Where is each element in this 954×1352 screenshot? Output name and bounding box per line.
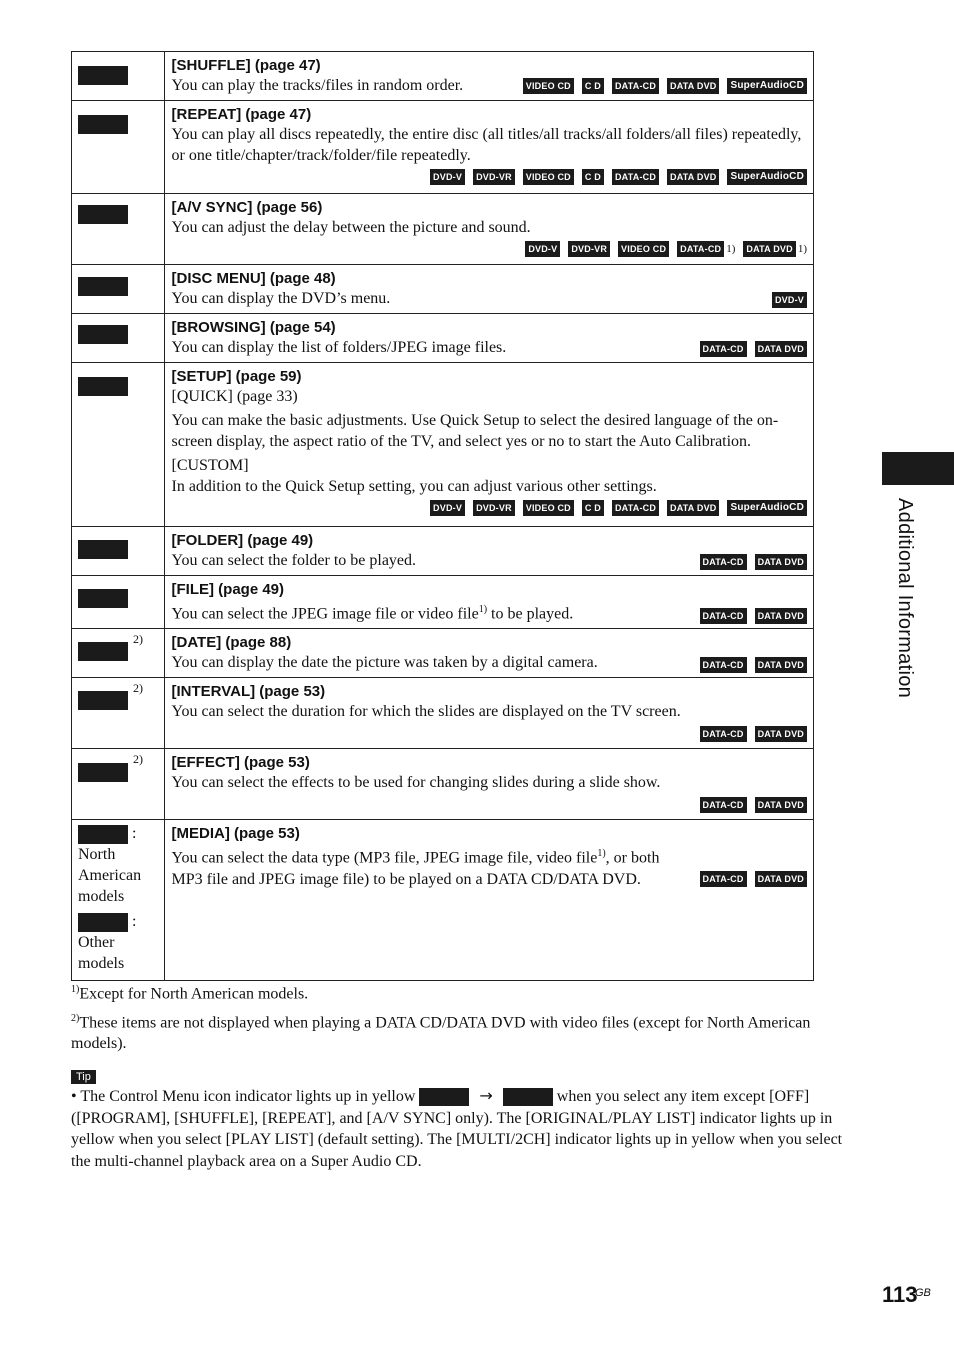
av-sync-icon xyxy=(78,205,128,224)
item-text: You can play all discs repeatedly, the entire disc (all titles/all tracks/all folders/all files) repeatedly, or one title/chapter/track/folder/file repeatedly. xyxy=(171,126,802,164)
footnote-mark: 2) xyxy=(133,752,143,767)
badge-data-cd: DATA-CD xyxy=(700,797,747,813)
folder-icon xyxy=(78,540,128,559)
description-cell xyxy=(164,101,814,194)
description-cell xyxy=(164,749,814,820)
table-row xyxy=(72,820,814,981)
slide-effect-icon xyxy=(78,763,128,782)
disc-badges xyxy=(692,606,808,624)
badge-dvd-vr: DVD-VR xyxy=(568,241,610,257)
footnote-mark: 1) xyxy=(726,243,736,255)
item-title: [FILE] (page 49) xyxy=(171,581,285,598)
description-cell xyxy=(164,265,814,314)
table-row xyxy=(72,52,814,101)
badge-data-dvd: DATA DVD xyxy=(755,657,807,673)
item-title: [DISC MENU] (page 48) xyxy=(171,270,336,287)
disc-badges xyxy=(515,77,807,95)
control-menu-table xyxy=(71,51,814,981)
badge-video-cd: VIDEO CD xyxy=(618,241,669,257)
item-text-part: , or both MP3 file and JPEG image file) to be played on a DATA CD/DATA DVD. xyxy=(171,849,660,888)
colon: : xyxy=(132,825,137,843)
badge-cd: C D xyxy=(582,169,604,185)
disc-badges xyxy=(692,340,808,358)
badge-dvd-v: DVD-V xyxy=(430,500,465,516)
badge-data-dvd: DATA DVD xyxy=(755,871,807,887)
item-title: [BROWSING] (page 54) xyxy=(171,319,336,336)
table-row xyxy=(72,101,814,194)
shuffle-icon xyxy=(78,66,128,85)
icon-cell xyxy=(72,265,165,314)
tip-badge: Tip xyxy=(71,1070,96,1084)
tip-text xyxy=(71,1085,861,1172)
description-cell xyxy=(164,820,814,981)
badge-data-dvd: DATA DVD xyxy=(755,608,807,624)
item-title: [FOLDER] (page 49) xyxy=(171,532,314,549)
badge-cd: C D xyxy=(582,78,604,94)
badge-dvd-v: DVD-V xyxy=(525,241,560,257)
badge-data-dvd: DATA DVD xyxy=(667,78,719,94)
item-text: You can display the list of folders/JPEG image files. xyxy=(171,339,507,356)
control-menu-indicator-icon xyxy=(419,1088,469,1106)
badge-data-dvd: DATA DVD xyxy=(755,797,807,813)
table-row xyxy=(72,314,814,363)
item-text xyxy=(172,843,692,889)
item-text xyxy=(172,599,574,624)
browsing-icon xyxy=(78,325,128,344)
disc-badges xyxy=(172,795,808,815)
calendar-icon xyxy=(78,642,128,661)
media-music-image-icon xyxy=(78,825,128,844)
badge-data-cd: DATA-CD xyxy=(700,341,747,357)
item-text: You can display the DVD’s menu. xyxy=(171,290,391,307)
badge-video-cd: VIDEO CD xyxy=(523,169,574,185)
icon-cell xyxy=(72,527,165,576)
tip-text-part: The Control Menu icon indicator lights up in yellow xyxy=(80,1088,416,1105)
item-text-part: to be played. xyxy=(487,605,574,623)
arrow-right-icon: → xyxy=(479,1086,493,1105)
icon-cell xyxy=(72,101,165,194)
interval-clock-icon xyxy=(78,691,128,710)
icon-cell xyxy=(72,52,165,101)
table-row xyxy=(72,527,814,576)
icon-cell xyxy=(72,576,165,629)
footnote-mark: 2) xyxy=(71,1013,80,1024)
setup-custom-text: In addition to the Quick Setup setting, you can adjust various other settings. xyxy=(171,478,657,495)
model-label: Other models xyxy=(78,934,125,973)
badge-data-dvd: DATA DVD xyxy=(667,169,719,185)
footnote xyxy=(71,1008,861,1054)
section-tab-marker xyxy=(882,452,954,485)
footnote-mark: 1) xyxy=(478,604,488,615)
badge-super-audio-cd: SuperAudioCD xyxy=(727,78,807,94)
item-title: [REPEAT] (page 47) xyxy=(171,106,312,123)
icon-cell xyxy=(72,820,165,981)
item-text: You can select the duration for which the slides are displayed on the TV screen. xyxy=(171,703,681,721)
table-row xyxy=(72,678,814,749)
media-music-camera-icon xyxy=(78,913,128,932)
icon-cell xyxy=(72,749,165,820)
footnote-mark: 1) xyxy=(597,848,606,860)
badge-data-cd: DATA-CD xyxy=(612,78,659,94)
footnote-mark: 1) xyxy=(71,984,80,995)
item-title: [SETUP] (page 59) xyxy=(171,368,302,385)
item-title: [SHUFFLE] (page 47) xyxy=(171,57,321,74)
badge-cd: C D xyxy=(582,500,604,516)
item-title: [INTERVAL] (page 53) xyxy=(171,683,326,701)
setup-custom-label: [CUSTOM] xyxy=(171,457,249,474)
description-cell xyxy=(164,314,814,363)
footnote-mark: 2) xyxy=(133,632,143,647)
disc-badges xyxy=(692,655,808,673)
badge-data-cd: DATA-CD xyxy=(612,169,659,185)
badge-dvd-v: DVD-V xyxy=(772,292,807,308)
control-menu-indicator-yellow-icon xyxy=(503,1088,553,1106)
disc-badges xyxy=(692,553,808,571)
setup-quick-text: You can make the basic adjustments. Use Quick Setup to select the desired language of the on-screen display, the aspect ratio of the TV, and select yes or no to start the Auto Calibration. xyxy=(171,412,779,450)
item-text: You can select the effects to be used for changing slides during a slide show. xyxy=(171,774,661,792)
badge-dvd-vr: DVD-VR xyxy=(473,500,515,516)
disc-badges xyxy=(692,870,808,888)
icon-cell xyxy=(72,678,165,749)
item-title: [EFFECT] (page 53) xyxy=(171,754,310,772)
section-side-label: Additional Information xyxy=(894,498,916,699)
table-row xyxy=(72,629,814,678)
table-row xyxy=(72,749,814,820)
badge-data-cd: DATA-CD xyxy=(700,554,747,570)
badge-data-cd: DATA-CD xyxy=(612,500,659,516)
badge-video-cd: VIDEO CD xyxy=(523,500,574,516)
description-cell xyxy=(164,52,814,101)
repeat-icon xyxy=(78,115,128,134)
item-title: [DATE] (page 88) xyxy=(171,634,292,652)
item-text: You can select the folder to be played. xyxy=(171,552,417,569)
page-number: 113 xyxy=(882,1282,918,1307)
description-cell xyxy=(164,678,814,749)
badge-data-cd: DATA-CD xyxy=(700,657,747,673)
icon-cell xyxy=(72,194,165,265)
badge-super-audio-cd: SuperAudioCD xyxy=(727,500,807,516)
setup-quick-label: [QUICK] (page 33) xyxy=(171,388,298,405)
footnote-text: These items are not displayed when playing a DATA CD/DATA DVD with video files (except for North American models). xyxy=(71,1014,811,1053)
bullet: • xyxy=(71,1088,77,1105)
item-text: You can adjust the delay between the picture and sound. xyxy=(171,219,531,236)
badge-video-cd: VIDEO CD xyxy=(523,78,574,94)
badge-data-dvd: DATA DVD xyxy=(755,726,807,742)
page-number-suffix: GB xyxy=(915,1287,931,1299)
disc-badges xyxy=(172,724,808,744)
badge-dvd-v: DVD-V xyxy=(430,169,465,185)
colon: : xyxy=(132,913,137,931)
description-cell xyxy=(164,629,814,678)
disc-badges xyxy=(172,240,808,260)
badge-data-dvd: DATA DVD xyxy=(755,554,807,570)
toolbox-icon xyxy=(78,377,128,396)
footnote-text: Except for North American models. xyxy=(79,985,309,1003)
badge-data-dvd: DATA DVD xyxy=(743,241,795,257)
badge-data-cd: DATA-CD xyxy=(700,726,747,742)
item-text-part: You can select the JPEG image file or video file xyxy=(171,605,479,623)
tip-text-part: when you select any item except [OFF] ([PROGRAM], [SHUFFLE], [REPEAT], and [A/V SYNC] only). The [ORIGINAL/PLAY LIST] indicator lights up in yellow when you select [PLAY LIST] (default setting). The [MULTI/2CH] indicator lights up in yellow when you select the multi-channel playback area on a Super Audio CD. xyxy=(71,1088,843,1170)
disc-badges xyxy=(172,168,808,188)
table-row xyxy=(72,363,814,527)
badge-super-audio-cd: SuperAudioCD xyxy=(727,169,807,185)
media-north-american xyxy=(72,825,164,844)
icon-cell xyxy=(72,629,165,678)
item-text: You can display the date the picture was taken by a digital camera. xyxy=(171,654,598,672)
item-text: You can play the tracks/files in random order. xyxy=(171,77,464,94)
badge-data-dvd: DATA DVD xyxy=(667,500,719,516)
badge-data-cd: DATA-CD xyxy=(677,241,724,257)
table-row xyxy=(72,194,814,265)
description-cell xyxy=(164,194,814,265)
badge-data-cd: DATA-CD xyxy=(700,871,747,887)
badge-data-dvd: DATA DVD xyxy=(755,341,807,357)
description-cell xyxy=(164,527,814,576)
disc-badges xyxy=(172,499,808,519)
item-title: [A/V SYNC] (page 56) xyxy=(171,199,323,216)
model-label: North American models xyxy=(78,846,142,906)
disc-menu-icon xyxy=(78,277,128,296)
table-row xyxy=(72,576,814,629)
item-text-part: You can select the data type (MP3 file, JPEG image file, video file xyxy=(171,849,598,867)
media-other xyxy=(72,913,164,932)
description-cell xyxy=(164,363,814,527)
badge-dvd-vr: DVD-VR xyxy=(473,169,515,185)
description-cell xyxy=(164,576,814,629)
badge-data-cd: DATA-CD xyxy=(700,608,747,624)
footnote xyxy=(71,979,308,1004)
icon-cell xyxy=(72,363,165,527)
image-file-icon xyxy=(78,589,128,608)
disc-badges xyxy=(764,291,807,309)
footnote-mark: 2) xyxy=(133,681,143,696)
table-row xyxy=(72,265,814,314)
icon-cell xyxy=(72,314,165,363)
item-title: [MEDIA] (page 53) xyxy=(171,825,300,843)
footnote-mark: 1) xyxy=(797,243,807,255)
